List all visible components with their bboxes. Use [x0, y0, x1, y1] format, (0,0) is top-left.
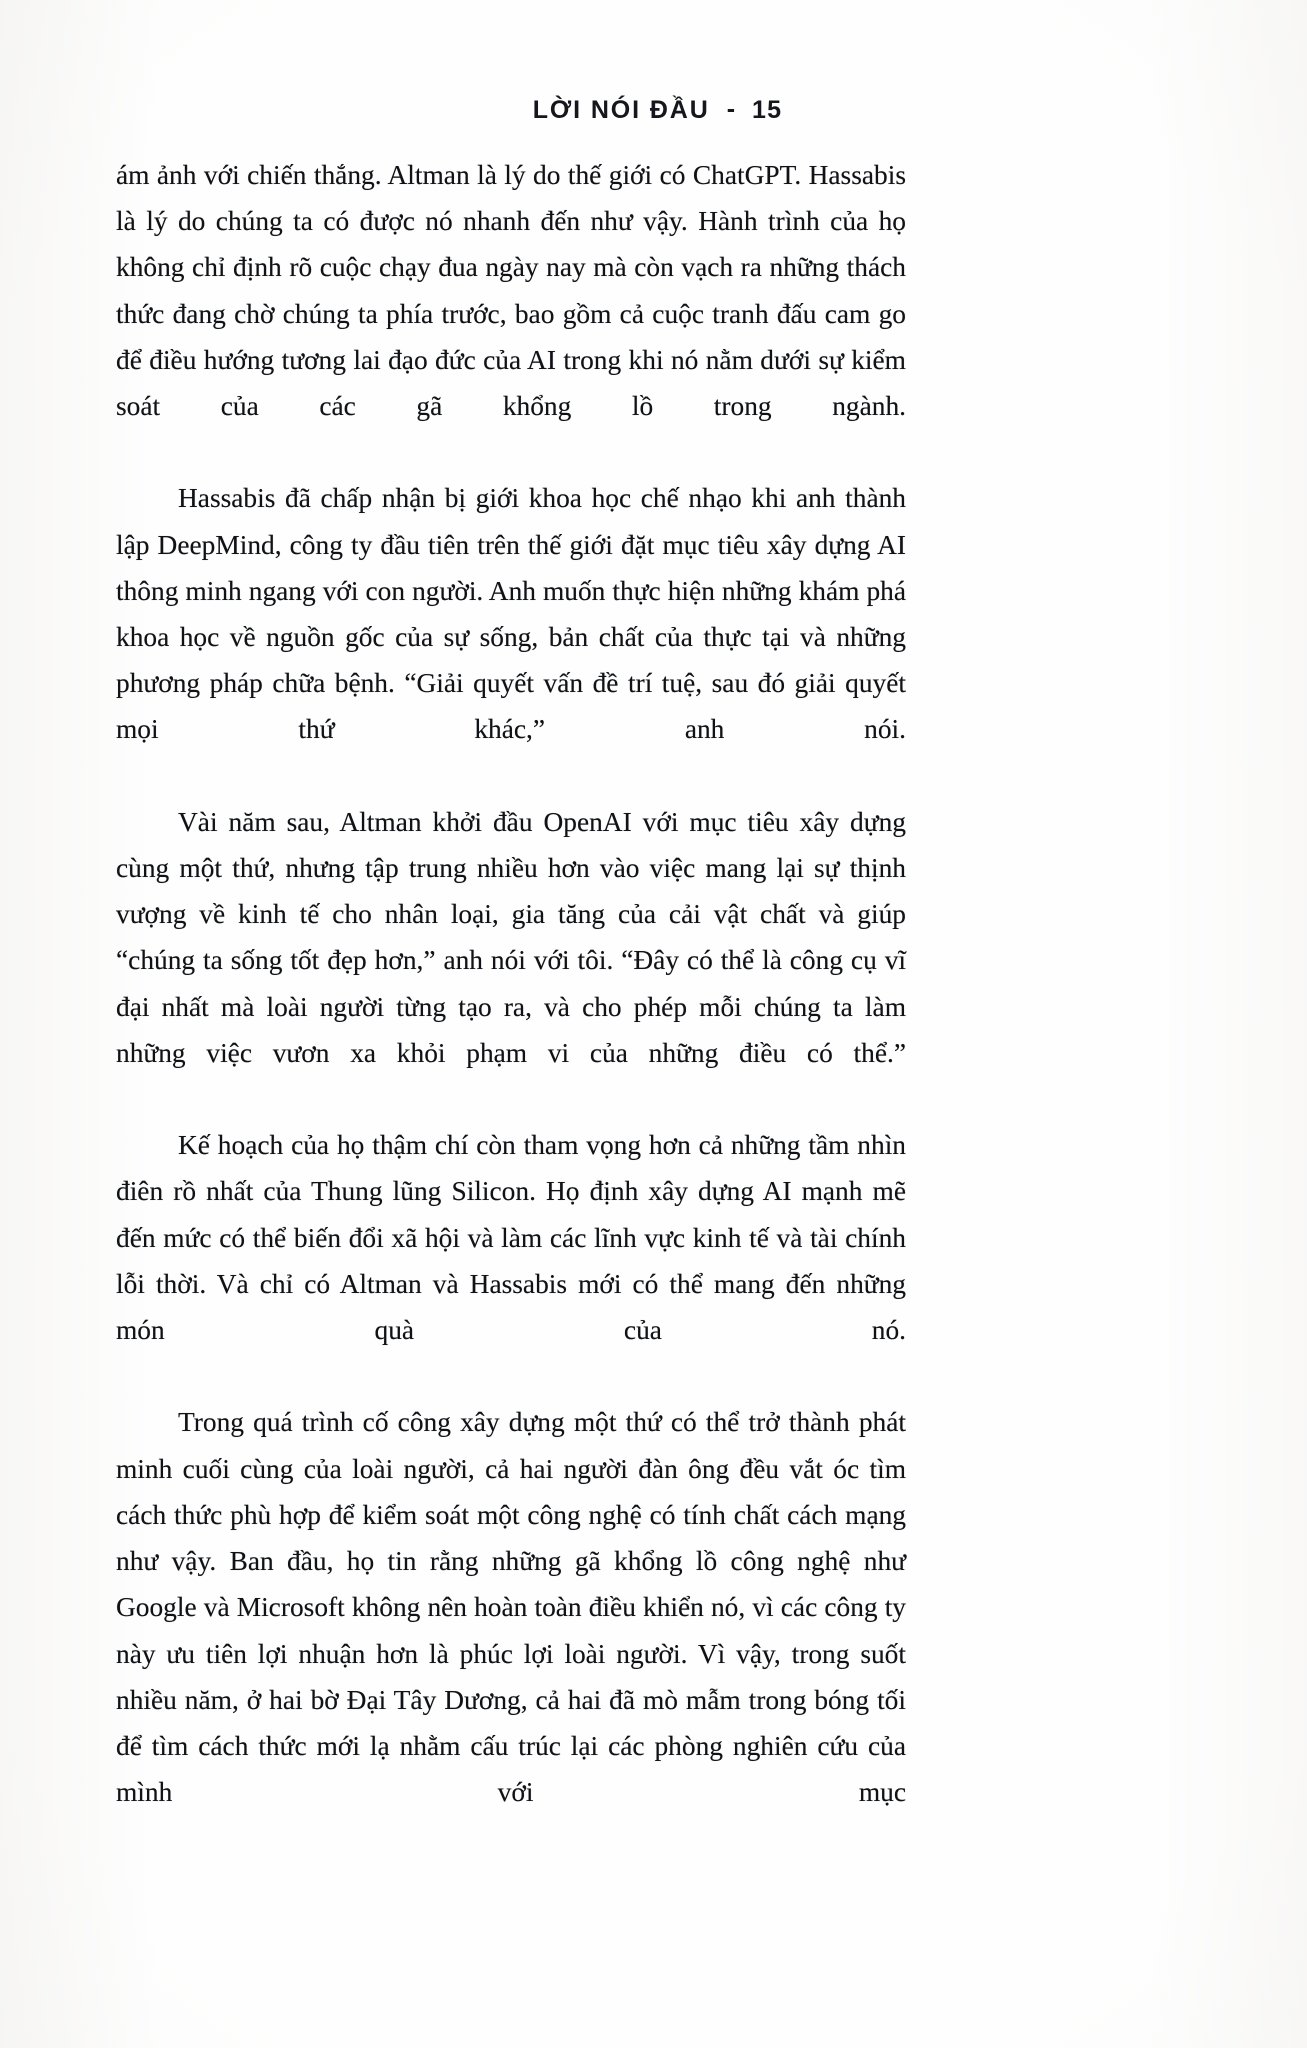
- page-number: 15: [752, 96, 783, 124]
- running-head-separator: -: [726, 95, 736, 123]
- running-head-inner: [533, 96, 783, 125]
- running-head-title: LỜI NÓI ĐẦU: [532, 96, 710, 124]
- paragraph: Hassabis đã chấp nhận bị giới khoa học chế nhạo khi anh thành lập DeepMind, công ty đầu tiên trên thế giới đặt mục tiêu xây dựng AI thông minh ngang với con người. Anh muốn thực hiện những khám phá khoa học về nguồn gốc của sự sống, bản chất của thực tại và những phương pháp chữa bệnh. “Giải quyết vấn đề trí tuệ, sau đó giải quyết mọi thứ khác,” anh nói.: [116, 483, 906, 745]
- paragraph: Kế hoạch của họ thậm chí còn tham vọng hơn cả những tầm nhìn điên rồ nhất của Thung lũng Silicon. Họ định xây dựng AI mạnh mẽ đến mức có thể biến đổi xã hội và làm các lĩnh vực kinh tế và tài chính lỗi thời. Và chỉ có Altman và Hassabis mới có thể mang đến những món quà của nó.: [116, 1130, 906, 1346]
- paragraph: Trong quá trình cố công xây dựng một thứ có thể trở thành phát minh cuối cùng của loài người, cả hai người đàn ông đều vắt óc tìm cách thức phù hợp để kiểm soát một công nghệ có tính chất cách mạng như vậy. Ban đầu, họ tin rằng những gã khổng lồ công nghệ như Google và Microsoft không nên hoàn toàn điều khiển nó, vì các công ty này ưu tiên lợi nhuận hơn là phúc lợi loài người. Vì vậy, trong suốt nhiều năm, ở hai bờ Đại Tây Dương, cả hai đã mò mẫm trong bóng tối để tìm cách thức mới lạ nhằm cấu trúc lại các phòng nghiên cứu của mình với mục: [116, 1407, 906, 1808]
- paragraph: Vài năm sau, Altman khởi đầu OpenAI với mục tiêu xây dựng cùng một thứ, nhưng tập trung nhiều hơn vào việc mang lại sự thịnh vượng về kinh tế cho nhân loại, gia tăng của cải vật chất và giúp “chúng ta sống tốt đẹp hơn,” anh nói với tôi. “Đây có thể là công cụ vĩ đại nhất mà loài người từng tạo ra, và cho phép mỗi chúng ta làm những việc vươn xa khỏi phạm vi của những điều có thể.”: [116, 806, 906, 1068]
- paragraph: ám ảnh với chiến thắng. Altman là lý do thế giới có ChatGPT. Hassabis là lý do chúng ta có được nó nhanh đến như vậy. Hành trình của họ không chỉ định rõ cuộc chạy đua ngày nay mà còn vạch ra những thách thức đang chờ chúng ta phía trước, bao gồm cả cuộc tranh đấu cam go để điều hướng tương lai đạo đức của AI trong khi nó nằm dưới sự kiểm soát của các gã khổng lồ trong ngành.: [116, 160, 906, 422]
- body-text-block: [116, 152, 906, 1862]
- running-head: [0, 96, 1307, 125]
